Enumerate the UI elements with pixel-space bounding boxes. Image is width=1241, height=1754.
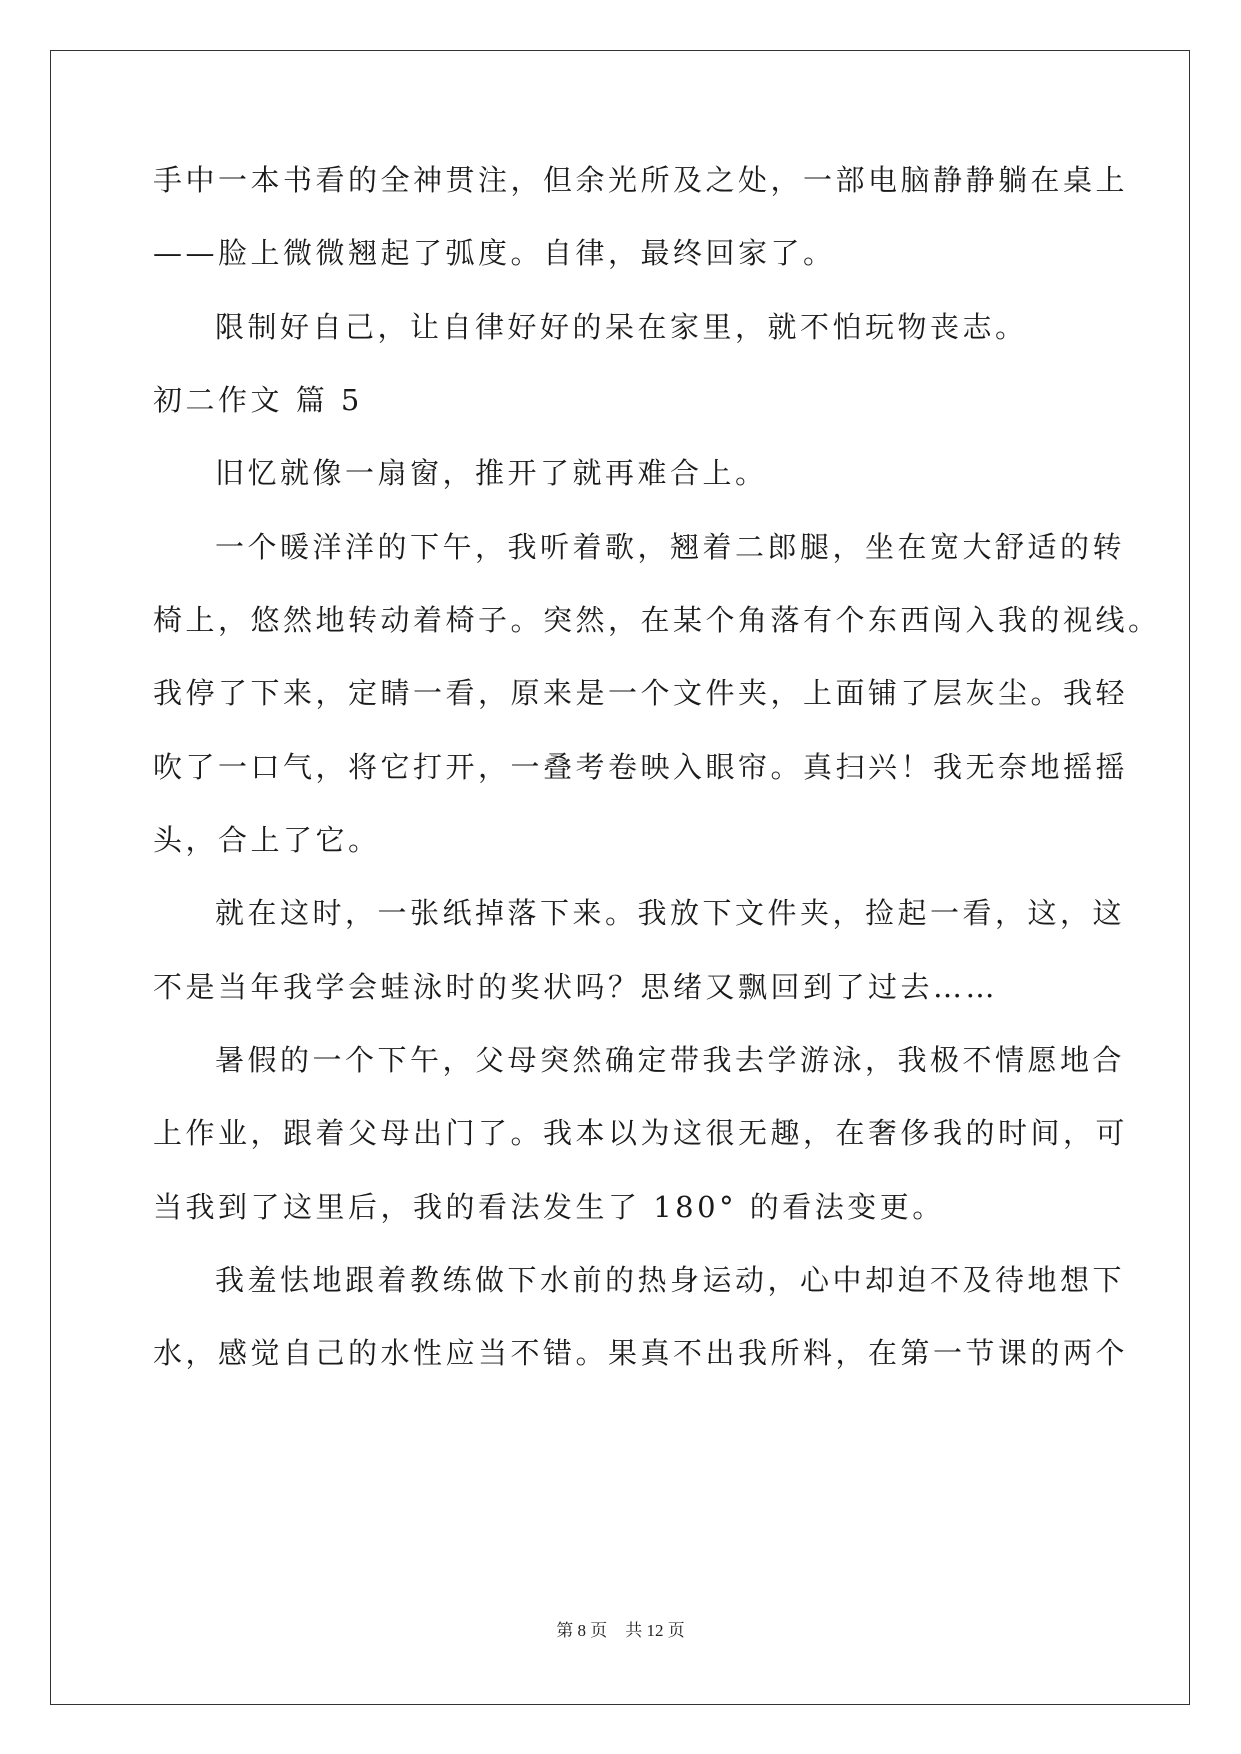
- paragraph-start-line: 一个暖洋洋的下午，我听着歌，翘着二郎腿，坐在宽大舒适的转: [215, 530, 1126, 564]
- text-line: 不是当年我学会蛙泳时的奖状吗？思绪又飘回到了过去……: [153, 970, 999, 1004]
- paragraph-start-line: 我羞怯地跟着教练做下水前的热身运动，心中却迫不及待地想下: [215, 1263, 1126, 1297]
- text-line: 椅上，悠然地转动着椅子。突然，在某个角落有个东西闯入我的视线。: [153, 603, 1161, 637]
- text-line: 上作业，跟着父母出门了。我本以为这很无趣，在奢侈我的时间，可: [153, 1116, 1129, 1150]
- text-line: ——脸上微微翘起了弧度。自律，最终回家了。: [153, 236, 836, 270]
- text-line: 吹了一口气，将它打开，一叠考卷映入眼帘。真扫兴！我无奈地摇摇: [153, 750, 1129, 784]
- page-border: [50, 50, 1190, 1705]
- paragraph-start-line: 限制好自己，让自律好好的呆在家里，就不怕玩物丧志。: [215, 310, 1028, 344]
- page-number-current: 第 8 页: [556, 1621, 608, 1640]
- text-line: 我停了下来，定睛一看，原来是一个文件夹，上面铺了层灰尘。我轻: [153, 676, 1129, 710]
- page-number-total: 共 12 页: [625, 1621, 685, 1640]
- section-heading: 初二作文 篇 5: [153, 383, 363, 417]
- paragraph-start-line: 就在这时，一张纸掉落下来。我放下文件夹，捡起一看，这，这: [215, 896, 1126, 930]
- page-footer: [0, 1620, 1241, 1642]
- text-line: 水，感觉自己的水性应当不错。果真不出我所料，在第一节课的两个: [153, 1336, 1129, 1370]
- paragraph-start-line: 旧忆就像一扇窗，推开了就再难合上。: [215, 456, 768, 490]
- text-line: 头，合上了它。: [153, 823, 381, 857]
- text-line: 手中一本书看的全神贯注，但余光所及之处，一部电脑静静躺在桌上: [153, 163, 1129, 197]
- text-line: 当我到了这里后，我的看法发生了 180° 的看法变更。: [153, 1190, 945, 1224]
- paragraph-start-line: 暑假的一个下午，父母突然确定带我去学游泳，我极不情愿地合: [215, 1043, 1126, 1077]
